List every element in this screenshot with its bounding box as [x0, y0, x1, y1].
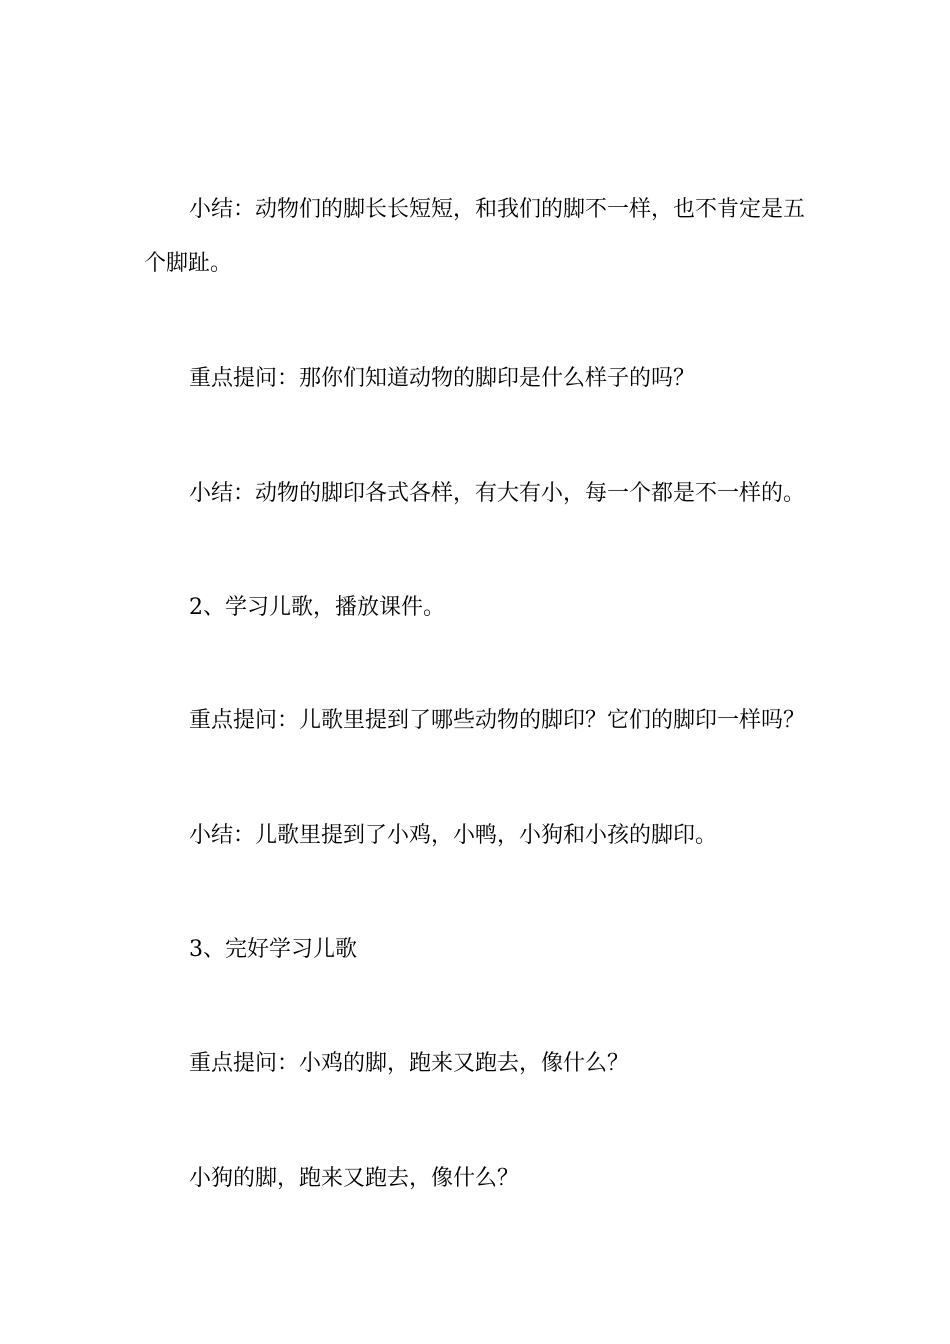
paragraph-question-song-animals: 重点提问：儿歌里提到了哪些动物的脚印？它们的脚印一样吗？ — [189, 708, 806, 733]
paragraph-question-dog: 小狗的脚，跑来又跑去，像什么？ — [189, 1166, 520, 1191]
paragraph-question-chick: 重点提问：小鸡的脚，跑来又跑去，像什么？ — [189, 1051, 630, 1076]
paragraph-step-3: 3、完好学习儿歌 — [189, 937, 357, 962]
paragraph-step-2: 2、学习儿歌，播放课件。 — [189, 595, 445, 620]
paragraph-summary-song-animals: 小结：儿歌里提到了小鸡，小鸭，小狗和小孩的脚印。 — [189, 823, 718, 848]
paragraph-summary-feet: 小结：动物们的脚长长短短，和我们的脚不一样，也不肯定是五个脚趾。 — [144, 197, 806, 276]
paragraph-question-footprints: 重点提问：那你们知道动物的脚印是什么样子的吗？ — [189, 366, 696, 391]
paragraph-summary-footprints: 小结：动物的脚印各式各样，有大有小，每一个都是不一样的。 — [189, 481, 806, 506]
